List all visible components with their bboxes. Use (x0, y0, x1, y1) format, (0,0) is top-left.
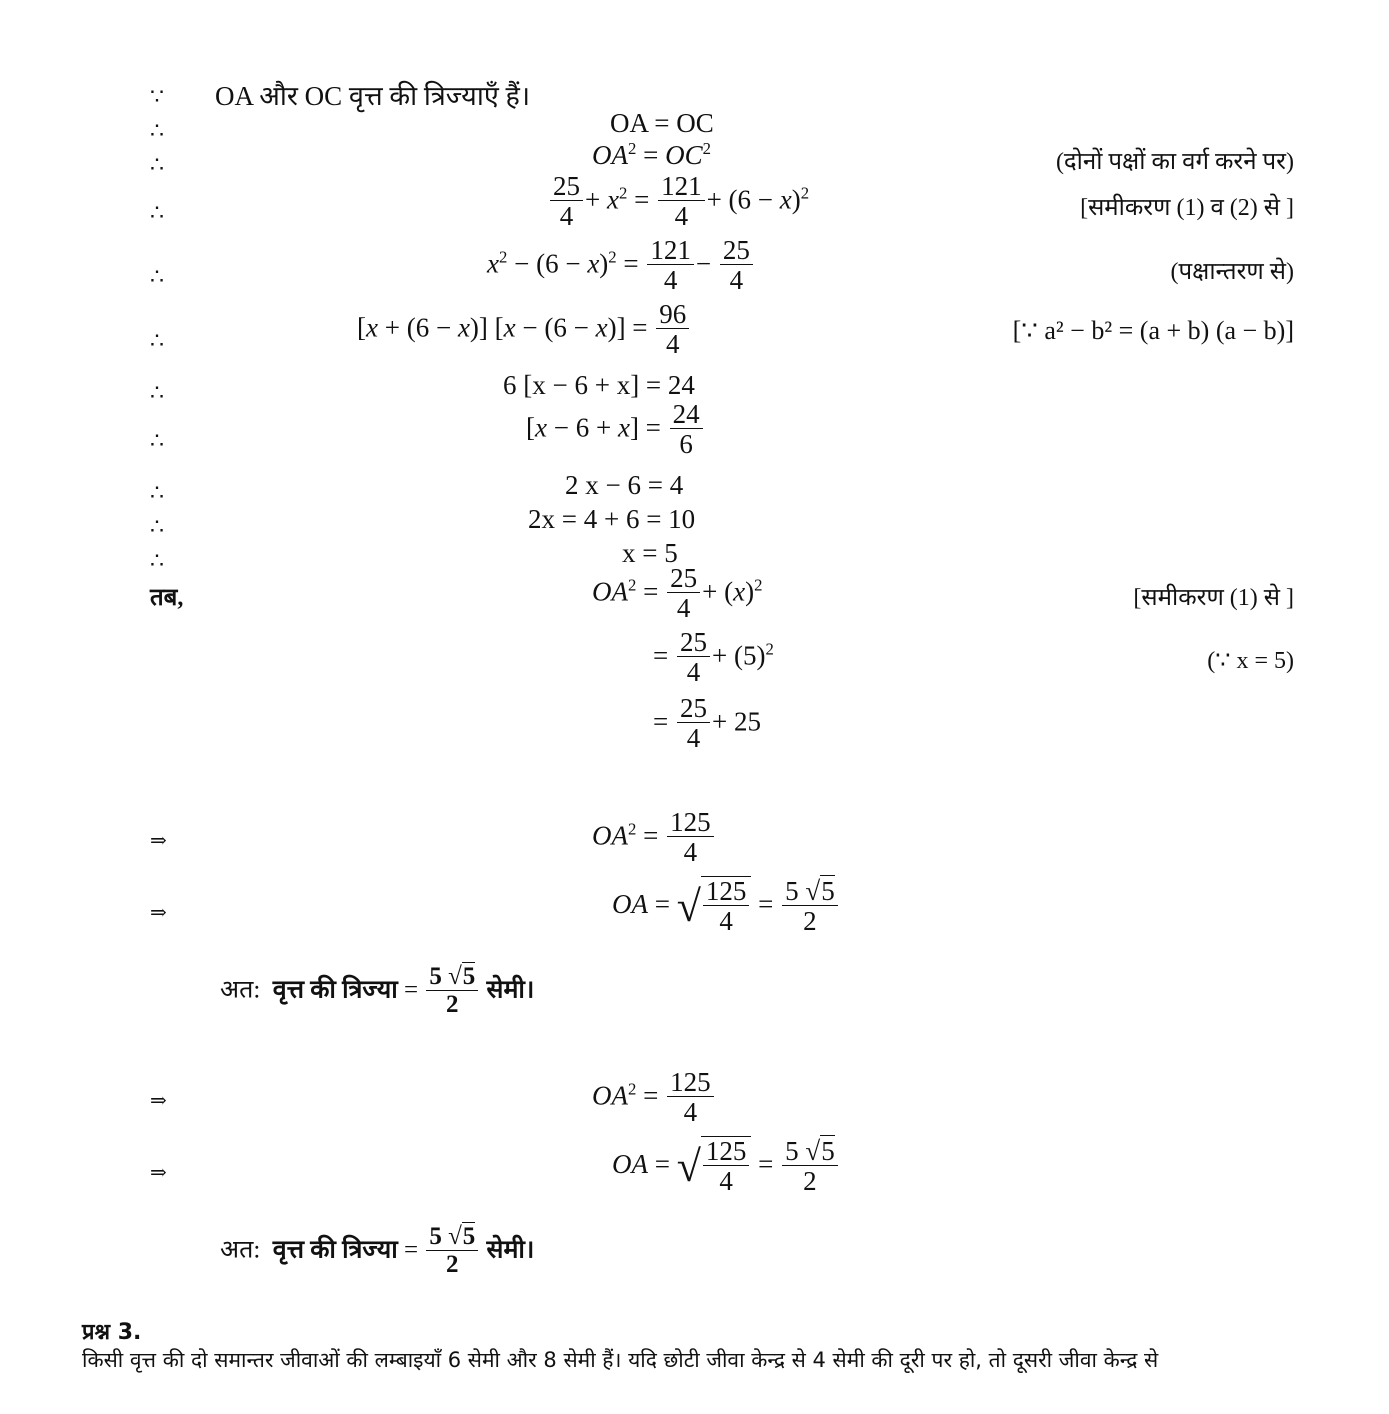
implies-symbol: ⇒ (150, 902, 167, 924)
equation-oa-root-repeat: OA = √ $\frac{125}{4}$ = $\frac{5 √5}{2}$ (612, 1136, 840, 1197)
oa-equals-oc: OA = OC (610, 108, 714, 138)
question-title: प्रश्न 3. (82, 1320, 142, 1345)
equation-substitution: $\frac{25}{4}$ + $x^2$ = $\frac{121}{4}$ + $(6 - x)^2$ (548, 172, 809, 232)
equation-oa2-first: $OA^2$ = $\frac{25}{4}$ + $(x)^2$ (592, 563, 763, 624)
oa2-equals-oc2: $OA^2 = OC^2$ (592, 139, 711, 170)
equation-oa-root: OA = √ $\frac{125}{4}$ = $\frac{5 √5}{2}$ (612, 876, 840, 937)
oa-term: OA (592, 140, 628, 170)
question-text: किसी वृत्त की दो समान्तर जीवाओं की लम्बाइयाँ 6 सेमी और 8 सेमी हैं। यदि छोटी जीवा केन्द्र से 4 सेमी की दूरी पर हो, तो दूसरी जीवा केन्द्र से (82, 1348, 1159, 1372)
equation-oa2-result-repeat: $OA^2$ = $\frac{125}{4}$ (592, 1068, 716, 1128)
implies-symbol: ⇒ (150, 1162, 167, 1184)
therefore-symbol: ∴ (150, 264, 164, 289)
note-square-both-sides: (दोनों पक्षों का वर्ग करने पर) (1055, 149, 1294, 175)
note-equation-1-2: [समीकरण (1) व (2) से ] (1080, 195, 1294, 221)
oc-term: OC (665, 140, 703, 170)
therefore-symbol: ∴ (150, 200, 164, 225)
therefore-symbol: ∴ (150, 514, 164, 539)
radius-conclusion-repeat: अत: वृत्त की त्रिज्या = $\frac{5 √5}{2}$ सेमी। (220, 1223, 535, 1279)
therefore-symbol: ∴ (150, 328, 164, 353)
note-transposition: (पक्षान्तरण से) (1170, 259, 1294, 285)
therefore-symbol: ∴ (150, 152, 164, 177)
because-symbol: ∵ (150, 84, 164, 109)
note-identity: [∵ a² − b² = (a + b) (a − b)] (1012, 316, 1294, 345)
equation-difference-of-squares: [x + (6 − x)] [x − (6 − x)] = $\frac{96}{4}$ (357, 300, 691, 360)
radius-conclusion: अत: वृत्त की त्रिज्या = $\frac{5 √5}{2}$ सेमी। (220, 963, 535, 1019)
therefore-symbol: ∴ (150, 548, 164, 573)
therefore-symbol: ∴ (150, 480, 164, 505)
therefore-symbol: ∴ (150, 118, 164, 143)
equation-bracket-fraction: [x − 6 + x] = $\frac{24}{6}$ (526, 400, 705, 460)
then-label: तब, (150, 585, 184, 611)
note-x-equals-5: (∵ x = 5) (1207, 648, 1294, 674)
equation-2x-equals-10: 2x = 4 + 6 = 10 (528, 504, 696, 534)
equation-2x-minus-6: 2 x − 6 = 4 (565, 470, 684, 500)
note-equation-1: [समीकरण (1) से ] (1133, 585, 1294, 611)
radii-statement (215, 76, 530, 113)
equation-substitute-x: = $\frac{25}{4}$ + $(5)^2$ (653, 627, 774, 688)
implies-symbol: ⇒ (150, 830, 167, 852)
implies-symbol: ⇒ (150, 1090, 167, 1112)
equation-oa2-result: $OA^2$ = $\frac{125}{4}$ (592, 808, 716, 868)
equation-x-equals-5: x = 5 (622, 538, 678, 568)
radii-statement-text: OA और OC वृत्त की त्रिज्याएँ हैं। (215, 81, 531, 111)
equation-six-bracket: 6 [x − 6 + x] = 24 (503, 370, 695, 400)
equation-sum: = $\frac{25}{4}$ + 25 (653, 693, 761, 754)
equation-transposition: $x^2 - (6 - x)^2$ = $\frac{121}{4}$ − $\frac{25}{4}$ (487, 236, 755, 296)
therefore-symbol: ∴ (150, 428, 164, 453)
therefore-symbol: ∴ (150, 380, 164, 405)
